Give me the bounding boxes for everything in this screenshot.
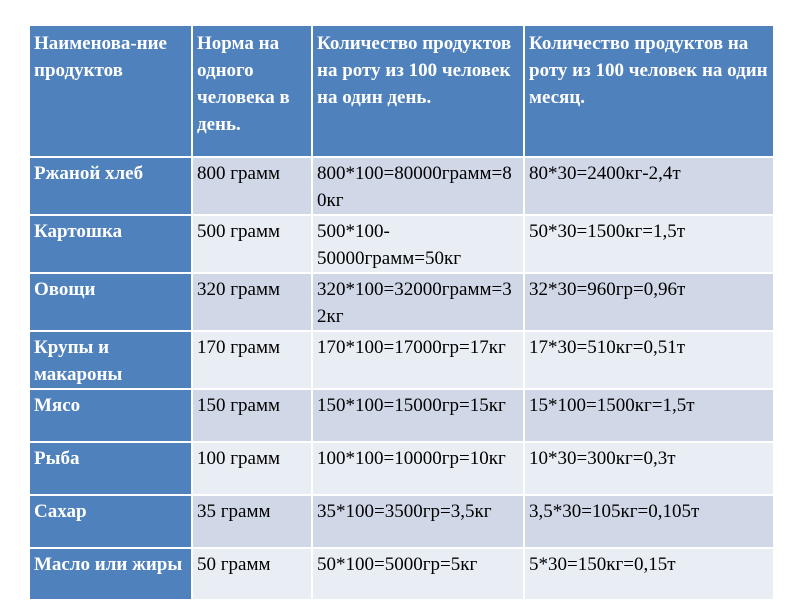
per-day-calc: 500*100-50000грамм=50кг bbox=[312, 215, 524, 273]
table-row bbox=[29, 215, 774, 273]
header-row bbox=[29, 25, 774, 157]
product-name: Картошка bbox=[29, 215, 192, 273]
product-name: Рыба bbox=[29, 442, 192, 495]
table-row bbox=[29, 442, 774, 495]
per-day-calc: 800*100=80000грамм=80кг bbox=[312, 157, 524, 215]
per-month-calc: 10*30=300кг=0,3т bbox=[524, 442, 774, 495]
per-month-calc: 5*30=150кг=0,15т bbox=[524, 548, 774, 600]
per-month-calc: 32*30=960гр=0,96т bbox=[524, 273, 774, 331]
daily-norm: 150 грамм bbox=[192, 389, 312, 442]
per-month-calc: 17*30=510кг=0,51т bbox=[524, 331, 774, 389]
table-row bbox=[29, 273, 774, 331]
per-month-calc: 3,5*30=105кг=0,105т bbox=[524, 495, 774, 548]
daily-norm: 800 грамм bbox=[192, 157, 312, 215]
product-name: Ржаной хлеб bbox=[29, 157, 192, 215]
product-name: Масло или жиры bbox=[29, 548, 192, 600]
table-row bbox=[29, 389, 774, 442]
table-row bbox=[29, 157, 774, 215]
daily-norm: 100 грамм bbox=[192, 442, 312, 495]
header-daily-norm: Норма на одного человека в день. bbox=[192, 25, 312, 157]
per-month-calc: 15*100=1500кг=1,5т bbox=[524, 389, 774, 442]
per-day-calc: 150*100=15000гр=15кг bbox=[312, 389, 524, 442]
header-product-name: Наименова-ние продуктов bbox=[29, 25, 192, 157]
product-name: Крупы и макароны bbox=[29, 331, 192, 389]
per-day-calc: 100*100=10000гр=10кг bbox=[312, 442, 524, 495]
daily-norm: 50 грамм bbox=[192, 548, 312, 600]
per-day-calc: 170*100=17000гр=17кг bbox=[312, 331, 524, 389]
header-company-per-month: Количество продуктов на роту из 100 человек на один месяц. bbox=[524, 25, 774, 157]
product-name: Мясо bbox=[29, 389, 192, 442]
product-name: Сахар bbox=[29, 495, 192, 548]
daily-norm: 170 грамм bbox=[192, 331, 312, 389]
table-row bbox=[29, 548, 774, 600]
daily-norm: 500 грамм bbox=[192, 215, 312, 273]
per-day-calc: 320*100=32000грамм=32кг bbox=[312, 273, 524, 331]
per-month-calc: 80*30=2400кг-2,4т bbox=[524, 157, 774, 215]
header-company-per-day: Количество продуктов на роту из 100 человек на один день. bbox=[312, 25, 524, 157]
per-day-calc: 50*100=5000гр=5кг bbox=[312, 548, 524, 600]
daily-norm: 35 грамм bbox=[192, 495, 312, 548]
table-row bbox=[29, 495, 774, 548]
product-name: Овощи bbox=[29, 273, 192, 331]
ration-table bbox=[28, 24, 775, 600]
per-month-calc: 50*30=1500кг=1,5т bbox=[524, 215, 774, 273]
daily-norm: 320 грамм bbox=[192, 273, 312, 331]
per-day-calc: 35*100=3500гр=3,5кг bbox=[312, 495, 524, 548]
table-row bbox=[29, 331, 774, 389]
